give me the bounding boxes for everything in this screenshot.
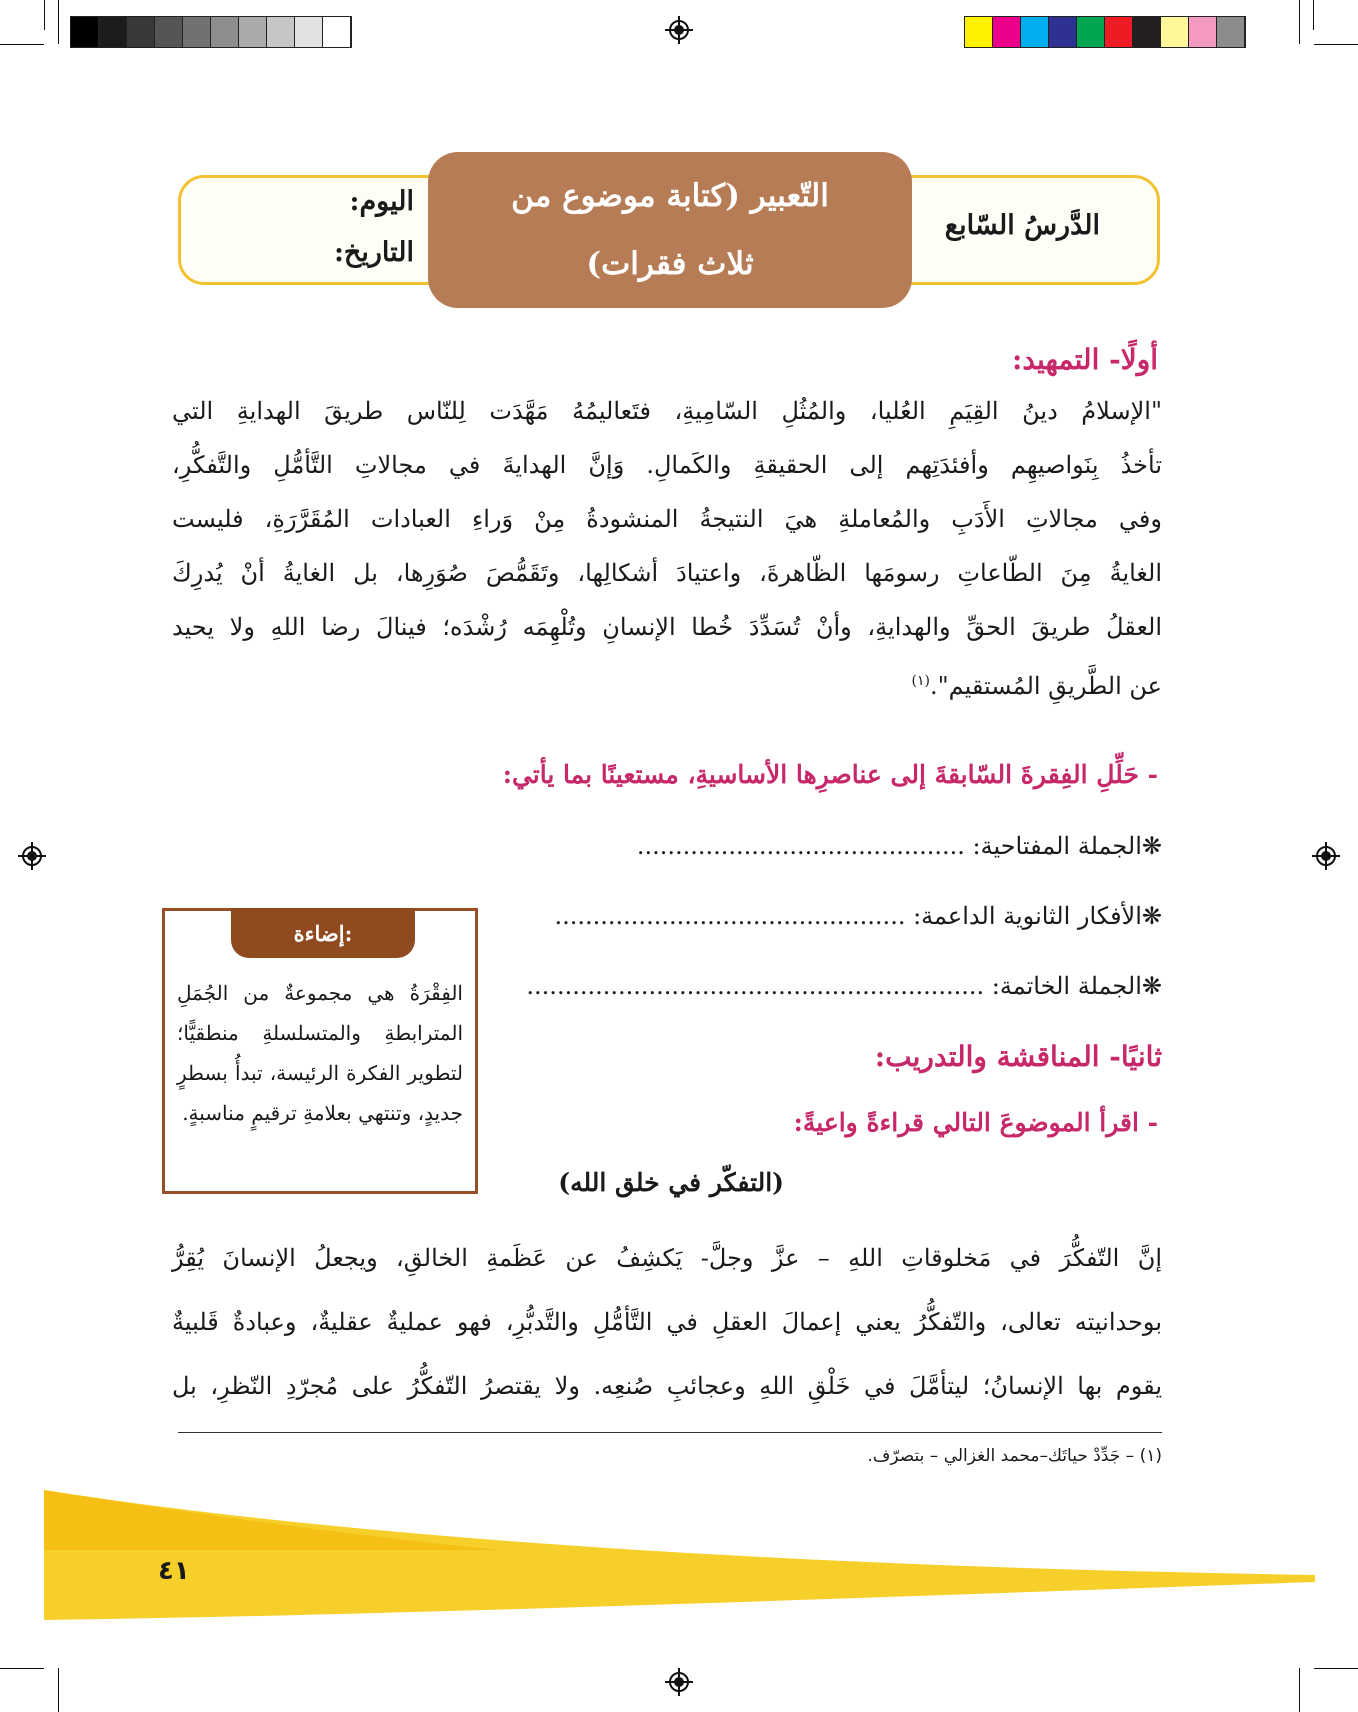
page-number: ٤١: [158, 1556, 190, 1586]
reading-instruction: - اقرأ الموضوعَ التالي قراءةً واعيةً:: [793, 1108, 1158, 1137]
lesson-number: الدَّرسُ السّابع: [944, 210, 1100, 241]
section-heading-discussion: ثانيًا- المناقشة والتدريب:: [874, 1040, 1162, 1073]
paragraph-line: تأخذُ بِنَواصيهِم وأفئدَتِهم إلى الحقيقةِ والكَمالِ. وَإنَّ الهدايةَ في مجالاتِ التَّأمُّلِ والتَّفكُّرِ،: [172, 451, 1162, 479]
footnote: (١) – جَدِّدْ حياتَك–محمد الغزالي – بتصرّف.: [867, 1446, 1162, 1466]
color-swatch: [1217, 17, 1245, 47]
color-swatch: [127, 17, 155, 47]
color-swatch: [71, 17, 99, 47]
field-supporting-ideas[interactable]: [555, 902, 1162, 930]
color-swatch: [1161, 17, 1189, 47]
field-label: ❋الأفكار الثانوية الداعمة:: [913, 902, 1162, 930]
lesson-title-badge: [428, 152, 912, 308]
color-swatch: [323, 17, 351, 47]
section-heading-intro: أولًا- التمهيد:: [1012, 343, 1158, 376]
color-swatch: [1077, 17, 1105, 47]
color-swatch: [211, 17, 239, 47]
topic-paragraph: [172, 1226, 1162, 1418]
registration-mark-right: [1316, 846, 1336, 866]
paragraph-line: بوحدانيته تعالى، والتّفكُّرُ يعني إعمالَ العقلِ في التَّأمُّلِ والتَّدبُّرِ، فهو عمليةٌ عقليةٌ، وعبادةٌ قَلبيةٌ: [172, 1308, 1162, 1336]
process-color-bar: [964, 16, 1246, 48]
topic-title: (التفكّر في خلق الله): [558, 1168, 784, 1197]
registration-mark-left: [22, 846, 42, 866]
color-swatch: [295, 17, 323, 47]
lesson-title-line-1: التّعبير (كتابة موضوع من: [511, 178, 829, 214]
day-label: اليوم:: [349, 186, 414, 217]
color-swatch: [1133, 17, 1161, 47]
color-swatch: [267, 17, 295, 47]
paragraph-line: الغايةُ مِنَ الطّاعاتِ رسومَها الظّاهرةَ، واعتيادَ أشكالِها، وتَقَمُّصَ صُوَرِها، بل الغايةُ أنْ يُدرِكَ: [172, 559, 1162, 587]
color-swatch: [239, 17, 267, 47]
color-swatch: [99, 17, 127, 47]
date-label: التاريخ:: [333, 237, 414, 268]
lesson-title-line-2: ثلاث فقرات): [586, 246, 754, 282]
field-label: ❋الجملة الخاتمة:: [991, 972, 1162, 1000]
field-closing-sentence[interactable]: [526, 972, 1162, 1000]
paragraph-line: يقوم بها الإنسانُ؛ ليتأمَّلَ في خَلْقِ اللهِ وعجائبِ صُنعِه. ولا يقتصرُ التّفكُّرُ على مُجرّدِ النّظرِ، بل: [172, 1372, 1162, 1400]
footnote-marker: (١): [911, 673, 931, 689]
field-blank[interactable]: ...........................................: [636, 832, 965, 860]
tip-title: إضاءة:: [231, 908, 415, 958]
paragraph-line: العقلُ طريقَ الحقِّ والهدايةِ، وأنْ تُسَدِّدَ خُطا الإنسانِ وتُلْهِمَه رُشْدَه؛ فينالَ رضا اللهِ ولا يحيد: [172, 613, 1162, 641]
intro-paragraph: [172, 384, 1162, 713]
tip-box: [162, 908, 478, 1194]
footer-yellow-band: [0, 1490, 1358, 1630]
paragraph-line: إنَّ التّفكُّرَ في مَخلوقاتِ اللهِ – عزَّ وجلَّ- يَكشِفُ عن عَظَمةِ الخالقِ، ويجعلُ الإنسانَ يُقِرُّ: [172, 1244, 1162, 1272]
paragraph-line: "الإسلامُ دينُ القِيَمِ العُليا، والمُثُلِ السّامِيةِ، فتَعاليمُهُ مَهَّدَت لِلنّاس طريقَ الهدايةِ التي: [172, 397, 1162, 425]
footnote-separator: [178, 1432, 1162, 1433]
color-swatch: [1049, 17, 1077, 47]
color-swatch: [993, 17, 1021, 47]
color-swatch: [183, 17, 211, 47]
color-swatch: [1021, 17, 1049, 47]
field-blank[interactable]: ..............................................: [554, 902, 906, 930]
paragraph-last-line: عن الطَّريقِ المُستقيم".$^{(١)}$: [911, 672, 1162, 700]
registration-mark-bottom: [669, 1672, 689, 1692]
grayscale-color-bar: [70, 16, 352, 48]
field-key-sentence[interactable]: [637, 832, 1162, 860]
color-swatch: [155, 17, 183, 47]
tip-text: الفِقْرَةُ هي مجموعةٌ من الجُمَلِ المترابطةِ والمتسلسلةِ منطقيًّا؛ لتطوير الفكرة الرئيسة، تبدأُ بسطرٍ جديدٍ، وتنتهي بعلامةِ ترقيمٍ مناسبةٍ.: [177, 981, 463, 1125]
paragraph-line: وفي مجالاتِ الأَدَبِ والمُعاملةِ هيَ النتيجةُ المنشودةُ مِنْ وَراءِ العبادات المُقَرَّرَةِ، فليست: [172, 505, 1162, 533]
field-label: ❋الجملة المفتاحية:: [972, 832, 1162, 860]
field-blank[interactable]: ............................................................: [526, 972, 985, 1000]
color-swatch: [1105, 17, 1133, 47]
registration-mark-top: [669, 20, 689, 40]
color-swatch: [1189, 17, 1217, 47]
color-swatch: [965, 17, 993, 47]
analysis-instruction: - حَلِّلِ الفِقرةَ السّابقةَ إلى عناصرِها الأساسيةِ، مستعينًا بما يأتي:: [502, 760, 1158, 789]
